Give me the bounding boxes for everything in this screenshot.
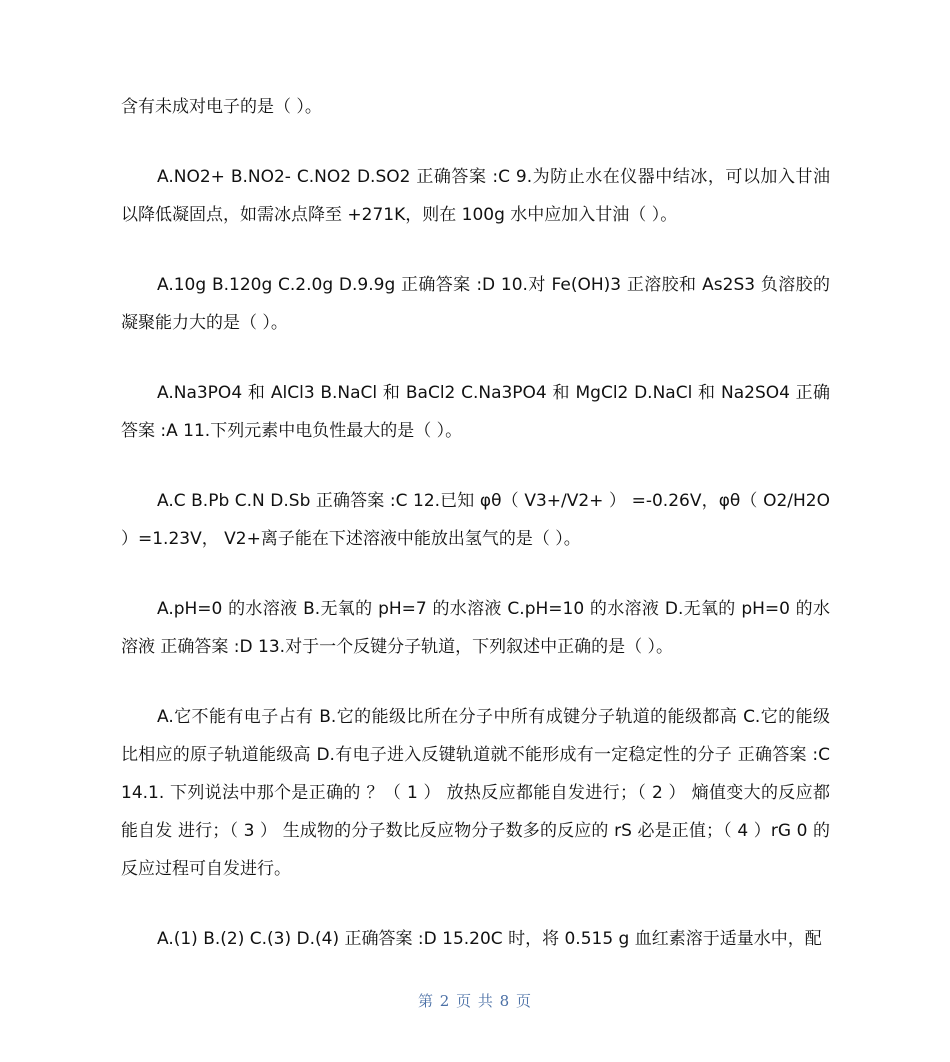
paragraph-8: A.(1) B.(2) C.(3) D.(4) 正确答案 :D 15.20C 时，将 0.515 g 血红素溶于适量水中，配 (157, 929, 822, 949)
paragraph-7: A.它不能有电子占有 B.它的能级比所在分子中所有成键分子轨道的能级都高 C.它的能级比相应的原子轨道能级高 D.有电子进入反键轨道就不能形成有一定稳定性的分子 正确答案 :C 14.1. 下列说法中那个是正确的 ？（ 1 ） 放热反应都能自发进行；（ 2 ） 熵值变大的反应都能自发 进行；（ 3 ） 生成物的分子数比反应物分子数多的反应的 rS 必是正值；（ 4 ）rG 0 的反应过程可自发进行。 (121, 707, 830, 879)
paragraph-5: A.C B.Pb C.N D.Sb 正确答案 :C 12.已知 φθ（ V3+/V2+ ） =-0.26V，φθ（ O2/H2O ）=1.23V， V2+离子能在下述溶液中能放出氢气的是（ ）。 (121, 491, 830, 549)
paragraph-2: A.NO2+ B.NO2- C.NO2 D.SO2 正确答案 :C 9.为防止水在仪器中结冰，可以加入甘油以降低凝固点，如需冰点降至 +271K，则在 100g 水中应加入甘油（ ）。 (121, 167, 830, 225)
paragraph-4: A.Na3PO4 和 AlCl3 B.NaCl 和 BaCl2 C.Na3PO4 和 MgCl2 D.NaCl 和 Na2SO4 正确答案 :A 11.下列元素中电负性最大的是（ ）。 (121, 383, 830, 441)
paragraph-6: A.pH=0 的水溶液 B.无氧的 pH=7 的水溶液 C.pH=10 的水溶液 D.无氧的 pH=0 的水溶液 正确答案 :D 13.对于一个反键分子轨道，下列叙述中正确的是（ ）。 (121, 599, 830, 657)
paragraph-3: A.10g B.120g C.2.0g D.9.9g 正确答案 :D 10.对 Fe(OH)3 正溶胶和 As2S3 负溶胶的凝聚能力大的是（ ）。 (121, 275, 830, 333)
page-number-footer: 第 2 页 共 8 页 (418, 992, 532, 1010)
paragraph-1: 含有未成对电子的是（ ）。 (121, 97, 322, 117)
document-body (121, 88, 830, 990)
